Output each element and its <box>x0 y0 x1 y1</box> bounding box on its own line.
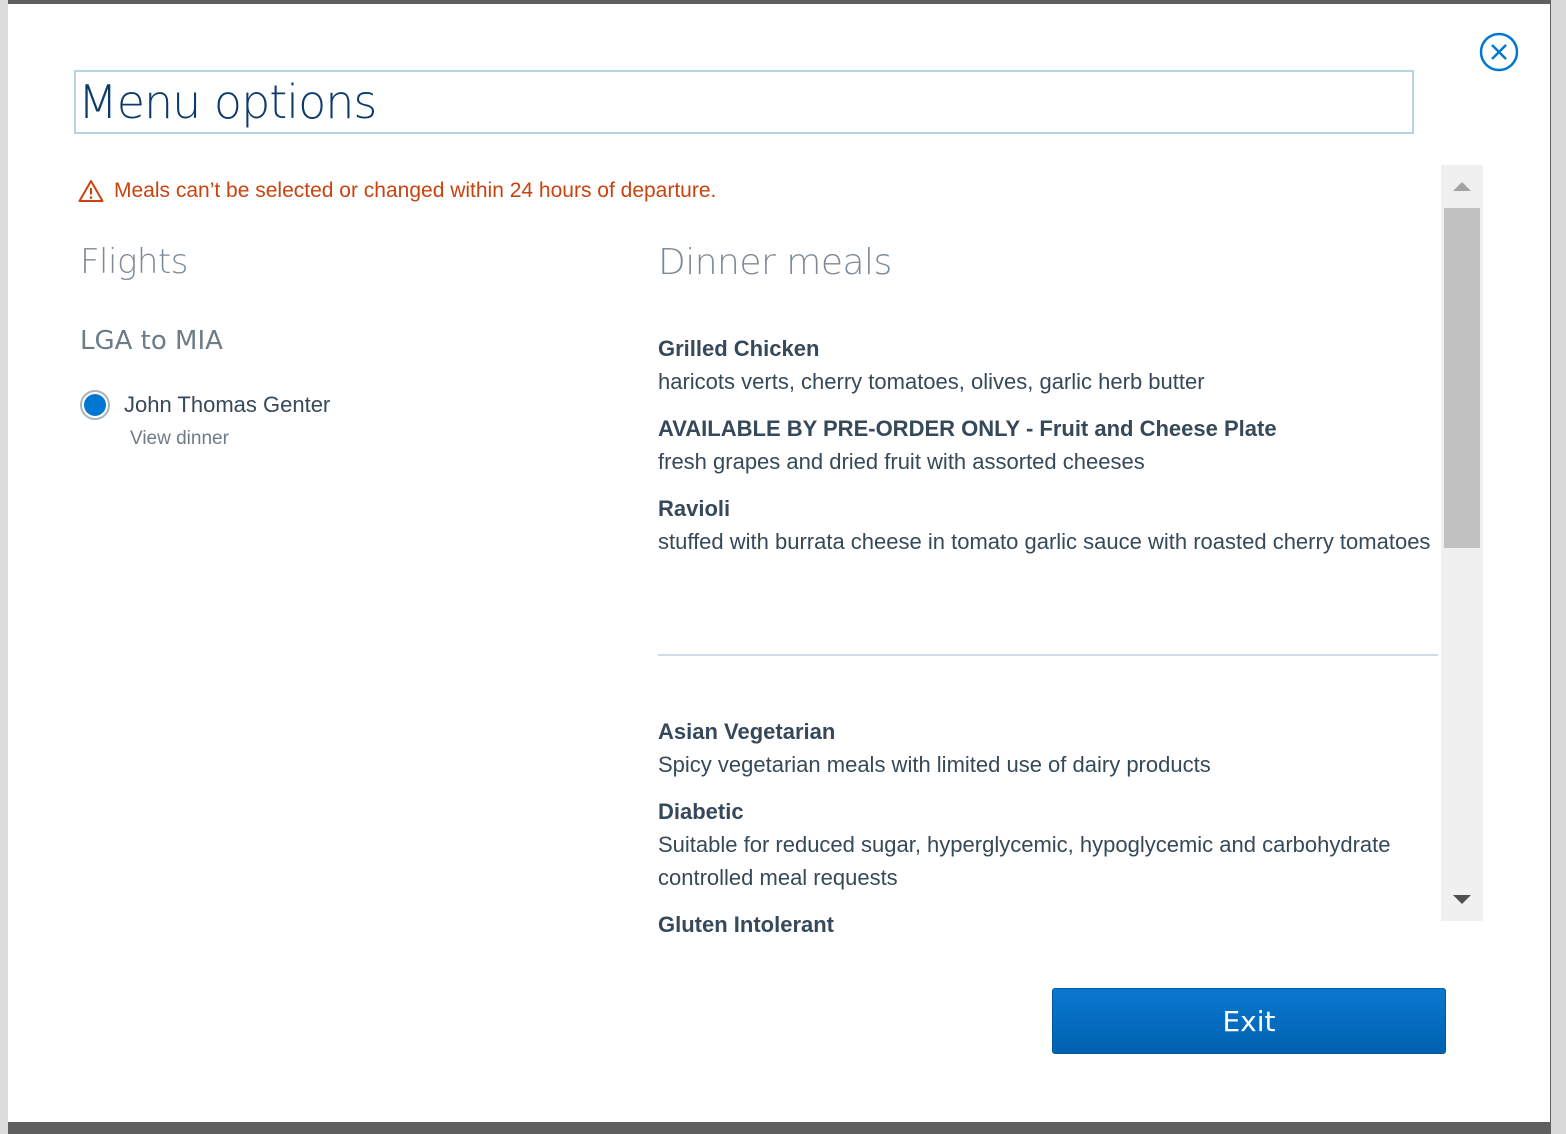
meal-description: stuffed with burrata cheese in tomato garlic sauce with roasted cherry tomatoes <box>658 529 1431 554</box>
meal-name: Gluten Intolerant <box>658 912 834 937</box>
meal-name: Ravioli <box>658 496 731 521</box>
passenger-radio[interactable] <box>80 390 110 420</box>
flight-route: LGA to MIA <box>80 326 223 356</box>
meal-item <box>658 492 1438 558</box>
meals-scroll-panel[interactable] <box>648 164 1443 937</box>
passenger-radio-option[interactable] <box>80 390 330 420</box>
meal-description: Spicy vegetarian meals with limited use of dairy products <box>658 752 1211 777</box>
warning-text: Meals can’t be selected or changed within 24 hours of departure. <box>114 179 717 202</box>
meal-item <box>658 715 1438 781</box>
meal-name: Asian Vegetarian <box>658 719 836 744</box>
meal-name: Grilled Chicken <box>658 336 820 361</box>
meal-description: haricots verts, cherry tomatoes, olives, garlic herb butter <box>658 369 1205 394</box>
scrollbar-thumb[interactable] <box>1444 208 1480 548</box>
scroll-up-arrow-icon[interactable] <box>1441 165 1483 207</box>
meal-item <box>658 332 1438 398</box>
meal-description: Suitable for reduced sugar, hyperglycemic, hypoglycemic and carbohydrate controlled meal requests <box>658 832 1391 890</box>
menu-options-dialog <box>8 4 1550 1122</box>
background-page-edge-right <box>1551 0 1566 1134</box>
meal-name: Diabetic <box>658 799 744 824</box>
close-icon[interactable] <box>1479 32 1519 72</box>
dialog-title: Menu options <box>78 75 377 129</box>
exit-button[interactable]: Exit <box>1052 988 1446 1054</box>
meal-description: fresh grapes and dried fruit with assorted cheeses <box>658 449 1145 474</box>
warning-triangle-icon <box>78 179 104 203</box>
view-dinner-link[interactable]: View dinner <box>130 428 229 449</box>
main-meals-list <box>658 332 1438 572</box>
meal-item <box>658 908 1438 941</box>
meal-item <box>658 795 1438 894</box>
radio-selected-dot <box>84 394 106 416</box>
flights-heading: Flights <box>80 242 188 282</box>
warning-message <box>78 176 716 206</box>
background-page-edge <box>0 0 8 1134</box>
meal-item <box>658 412 1438 478</box>
meal-name: AVAILABLE BY PRE-ORDER ONLY - Fruit and Cheese Plate <box>658 416 1277 441</box>
section-divider <box>658 654 1438 656</box>
passenger-name: John Thomas Genter <box>124 392 331 417</box>
meals-scrollbar[interactable] <box>1441 165 1483 921</box>
special-meals-list <box>658 715 1438 955</box>
dinner-meals-heading: Dinner meals <box>658 242 892 283</box>
scroll-down-arrow-icon[interactable] <box>1441 879 1483 921</box>
